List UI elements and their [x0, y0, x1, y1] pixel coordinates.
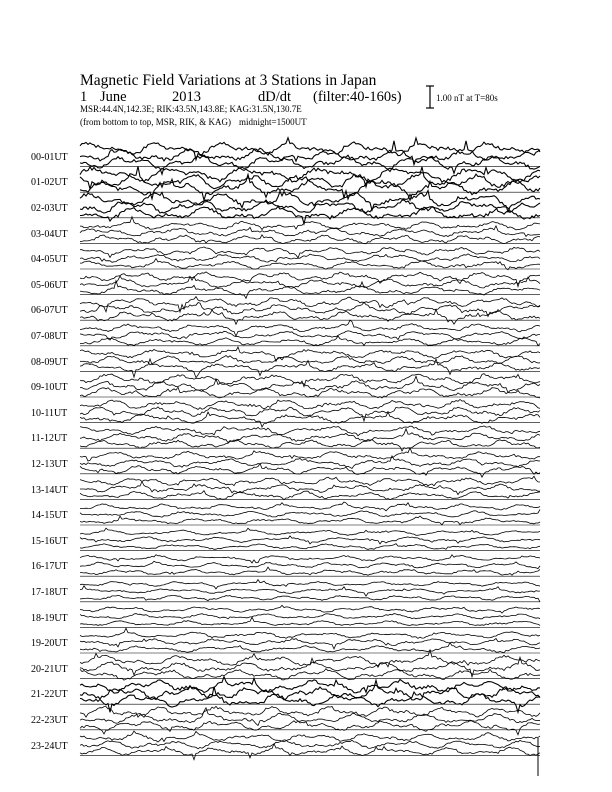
hour-label: 19-20UT	[31, 638, 68, 650]
trace-kag	[80, 297, 540, 312]
hour-label: 03-04UT	[31, 228, 68, 240]
trace-kag	[80, 138, 540, 160]
trace-msr	[80, 721, 540, 735]
trace-kag	[80, 731, 540, 742]
trace-kag	[80, 605, 540, 613]
hour-label: 10-11UT	[31, 407, 68, 419]
hour-label: 09-10UT	[31, 382, 68, 394]
trace-kag	[80, 448, 540, 461]
trace-rik	[80, 376, 540, 392]
midnight-note: midnight=1500UT	[239, 117, 307, 127]
station-coordinates: MSR:44.4N,142.3E; RIK:43.5N,143.8E; KAG:31.5N,130.7E	[80, 104, 302, 114]
hour-label: 15-16UT	[31, 535, 68, 547]
trace-rik	[80, 254, 540, 262]
trace-kag	[80, 706, 540, 717]
trace-rik	[80, 226, 540, 237]
trace-msr	[80, 206, 540, 223]
date-month: June	[100, 89, 127, 105]
trace-rik	[80, 356, 540, 365]
trace-rik	[80, 509, 540, 517]
hour-label: 20-21UT	[31, 663, 68, 675]
trace-msr	[80, 687, 540, 713]
hour-label: 12-13UT	[31, 459, 68, 470]
trace-kag	[80, 476, 540, 486]
hour-label: 16-17UT	[31, 561, 68, 573]
scale-unit: nT at T=80s	[454, 93, 498, 103]
trace-rik	[80, 536, 540, 544]
hour-label: 04-05UT	[31, 254, 68, 266]
trace-kag	[80, 528, 540, 535]
hour-label: 00-01UT	[31, 151, 68, 163]
trace-kag	[80, 555, 540, 563]
trace-kag	[80, 628, 540, 638]
hour-label: 01-02UT	[31, 177, 68, 189]
trace-msr	[80, 439, 540, 451]
trace-rik	[80, 407, 540, 421]
hour-label: 14-15UT	[31, 510, 68, 522]
trace-kag	[80, 580, 540, 589]
trace-msr	[80, 412, 540, 427]
hour-label: 22-23UT	[31, 715, 68, 726]
trace-msr	[80, 387, 540, 398]
trace-msr	[80, 235, 540, 244]
hour-label: 18-19UT	[31, 612, 68, 624]
scale-value: 1.00	[436, 93, 452, 103]
trace-rik	[80, 302, 540, 316]
trace-msr	[80, 281, 540, 299]
quantity-label: dD/dt	[258, 89, 292, 105]
trace-rik	[80, 331, 540, 340]
trace-rik	[80, 614, 540, 619]
chart-title: Magnetic Field Variations at 3 Stations in Japan	[80, 72, 377, 89]
trace-rik	[80, 740, 540, 749]
date-year: 2013	[172, 89, 201, 105]
hour-label: 23-24UT	[31, 740, 68, 752]
hour-label: 06-07UT	[31, 305, 68, 317]
trace-msr	[80, 595, 540, 602]
station-order-note: (from bottom to top, MSR, RIK, & KAG)	[80, 117, 232, 127]
trace-kag	[80, 217, 540, 230]
trace-msr	[80, 617, 540, 625]
trace-msr	[80, 259, 540, 270]
filter-label: (filter:40-160s)	[313, 89, 402, 105]
trace-kag	[80, 347, 540, 361]
trace-kag	[80, 374, 540, 387]
trace-kag	[80, 502, 540, 511]
trace-kag	[80, 247, 540, 258]
hour-label: 07-08UT	[31, 331, 68, 342]
trace-rik	[80, 708, 540, 726]
hour-label: 05-06UT	[31, 279, 68, 291]
trace-kag	[80, 400, 540, 410]
trace-kag	[80, 650, 540, 667]
trace-kag	[80, 677, 540, 693]
trace-msr	[80, 336, 540, 346]
hour-label: 08-09UT	[31, 356, 68, 368]
trace-rik	[80, 586, 540, 596]
trace-rik	[80, 680, 540, 700]
trace-msr	[80, 464, 540, 478]
trace-rik	[80, 561, 540, 568]
trace-msr	[80, 544, 540, 550]
hour-label: 11-12UT	[31, 433, 68, 445]
hour-label: 02-03UT	[31, 203, 68, 214]
date-day: 1	[80, 89, 88, 105]
scale-bar	[426, 86, 434, 108]
hour-label: 21-22UT	[31, 689, 68, 701]
trace-msr	[80, 491, 540, 500]
trace-msr	[80, 567, 540, 575]
trace-rik	[80, 200, 540, 214]
hour-label: 17-18UT	[31, 587, 68, 598]
trace-msr	[80, 516, 540, 525]
hour-label: 13-14UT	[31, 484, 68, 496]
trace-msr	[80, 744, 540, 760]
